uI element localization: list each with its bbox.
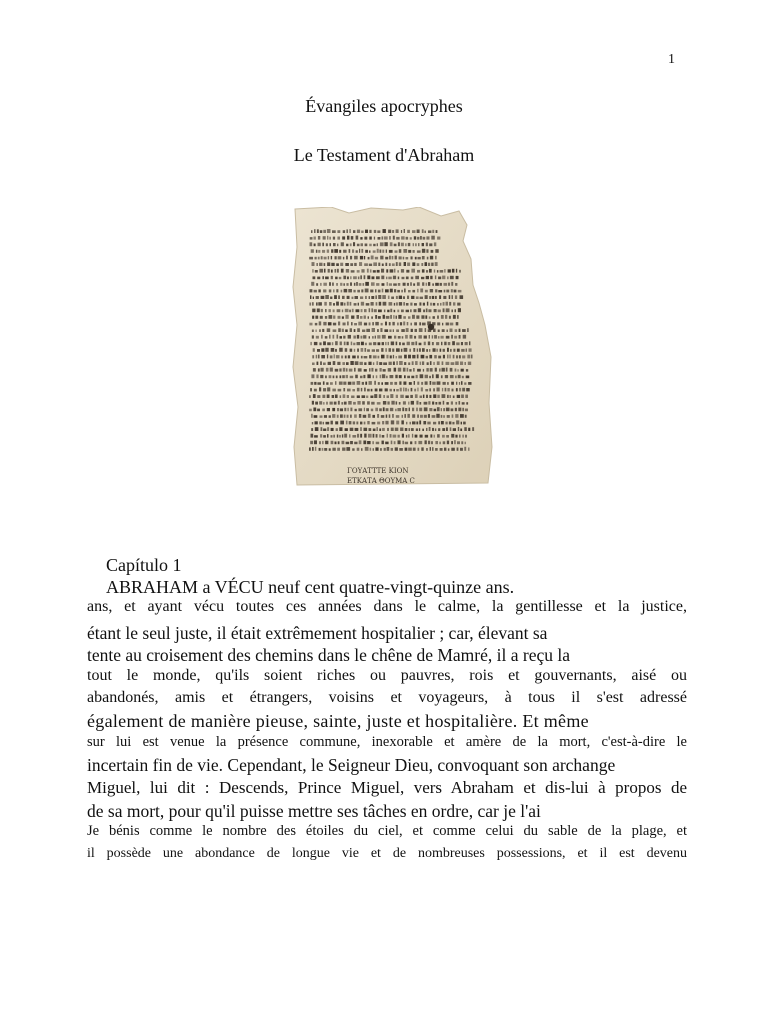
body-line-6: également de manière pieuse, sainte, juste et hospitalière. Et même bbox=[87, 711, 589, 731]
chapter-opening-line: ABRAHAM a VÉCU neuf cent quatre-vingt-quinze ans. bbox=[106, 577, 515, 597]
body-line-11: Je bénis comme le nombre des étoiles du ciel, et comme celui du sable de la plage, et bbox=[87, 823, 687, 839]
body-line-8: incertain fin de vie. Cependant, le Seigneur Dieu, convoquant son archange bbox=[87, 755, 616, 775]
body-line-3: tente au croisement des chemins dans le chêne de Mamré, il a reçu la bbox=[87, 645, 570, 665]
body-line-9: Miguel, lui dit : Descends, Prince Miguel, vers Abraham et dis-lui à propos de bbox=[87, 778, 687, 797]
manuscript-closing-line-2: ΕΤΚΑΤΑ ΘΟΥΜΑ Ϲ bbox=[347, 477, 415, 485]
body-line-4: tout le monde, qu'ils soient riches ou pauvres, rois et gouvernants, aisé ou bbox=[87, 667, 687, 684]
body-line-1: ans, et ayant vécu toutes ces années dans le calme, la gentillesse et la justice, bbox=[87, 598, 687, 615]
body-line-7: sur lui est venue la présence commune, inexorable et amère de la mort, c'est-à-dire le bbox=[87, 734, 687, 750]
manuscript-closing-line-1: ΓΟΥΑΤΤΤΕ ΚΙΟΝ bbox=[347, 467, 409, 475]
papyrus-manuscript-image bbox=[291, 207, 494, 486]
body-line-5: abandonés, amis et étrangers, voisins et voyageurs, à tous il s'est adressé bbox=[87, 689, 687, 706]
body-line-2: étant le seul juste, il était extrêmement hospitalier ; car, élevant sa bbox=[87, 623, 548, 643]
document-title: Évangiles apocryphes bbox=[305, 96, 463, 116]
body-line-12: il possède une abondance de longue vie et de nombreuses possessions, et il est devenu bbox=[87, 846, 687, 861]
page-number: 1 bbox=[668, 52, 675, 67]
chapter-heading: Capítulo 1 bbox=[106, 555, 182, 575]
document-subtitle: Le Testament d'Abraham bbox=[293, 145, 475, 165]
body-line-10: de sa mort, pour qu'il puisse mettre ses tâches en ordre, car je l'ai bbox=[87, 801, 541, 821]
